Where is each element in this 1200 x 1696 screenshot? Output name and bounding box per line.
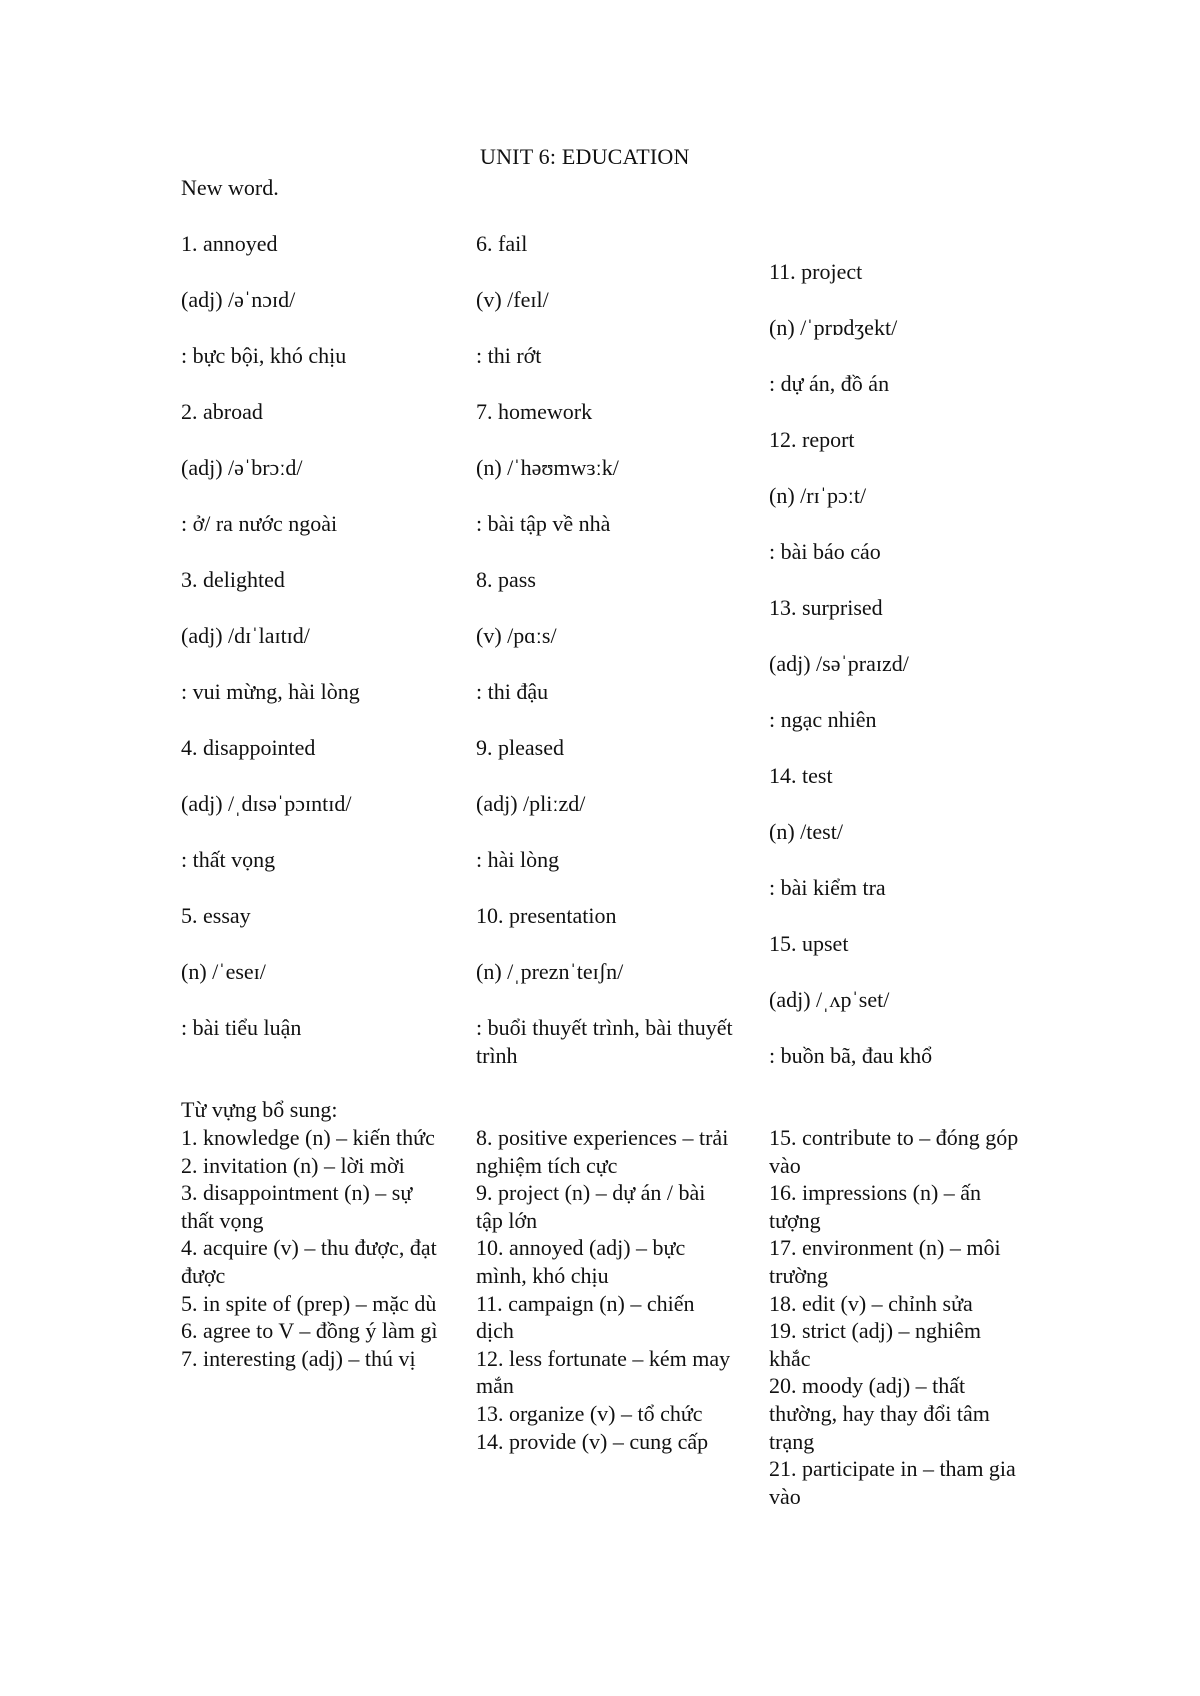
vocab-word: 11. project (769, 259, 863, 284)
vocab-word: 12. report (769, 427, 855, 452)
supplement-item: 1. knowledge (n) – kiến thức (181, 1125, 435, 1150)
supplement-item: 6. agree to V – đồng ý làm gì (181, 1318, 438, 1344)
vocab-entry (181, 398, 441, 566)
vocab-meaning: : buổi thuyết trình, bài thuyết trình (476, 1015, 733, 1068)
supplement-item: 5. in spite of (prep) – mặc dù (181, 1290, 437, 1316)
vocab-entry (476, 734, 736, 902)
vocab-meaning: : bài tiểu luận (181, 1015, 302, 1040)
supplement-item: 18. edit (v) – chỉnh sửa (769, 1290, 973, 1316)
supplement-column-1 (181, 1124, 439, 1372)
supplement-column-3 (769, 1124, 1027, 1510)
vocab-entry (476, 398, 736, 566)
vocab-pronunciation: (adj) /ˌdɪsəˈpɔɪntɪd/ (181, 791, 352, 816)
vocab-entry (769, 258, 1029, 426)
vocab-meaning: : bài tập về nhà (476, 511, 611, 536)
vocab-pronunciation: (adj) /pliːzd/ (476, 791, 586, 816)
supplement-column-2 (476, 1124, 734, 1455)
vocab-column-2 (476, 230, 736, 1070)
vocab-column-1 (181, 230, 441, 1070)
vocab-entry (769, 594, 1029, 762)
vocab-entry (476, 902, 736, 1070)
vocab-pronunciation: (n) /rɪˈpɔːt/ (769, 483, 867, 508)
vocab-meaning: : ngạc nhiên (769, 707, 877, 732)
supplement-item: 14. provide (v) – cung cấp (476, 1428, 709, 1454)
vocab-pronunciation: (n) /test/ (769, 819, 843, 844)
vocab-pronunciation: (n) /ˈeseɪ/ (181, 959, 266, 984)
vocab-meaning: : bài báo cáo (769, 539, 881, 564)
vocab-pronunciation: (adj) /əˈbrɔːd/ (181, 455, 303, 480)
supplement-heading: Từ vựng bổ sung: (181, 1097, 338, 1122)
section-subtitle: New word. (181, 175, 279, 200)
vocab-word: 7. homework (476, 399, 593, 424)
vocab-word: 3. delighted (181, 567, 285, 592)
vocab-pronunciation: (adj) /əˈnɔɪd/ (181, 287, 296, 312)
vocab-pronunciation: (n) /ˈprɒdʒekt/ (769, 315, 898, 340)
vocab-word: 4. disappointed (181, 735, 316, 760)
vocab-meaning: : hài lòng (476, 847, 560, 872)
vocab-entry (476, 230, 736, 398)
vocab-pronunciation: (adj) /dɪˈlaɪtɪd/ (181, 623, 310, 648)
vocab-word: 5. essay (181, 903, 251, 928)
vocab-word: 10. presentation (476, 903, 617, 928)
page-title: UNIT 6: EDUCATION (480, 144, 690, 169)
vocab-word: 13. surprised (769, 595, 883, 620)
vocab-word: 1. annoyed (181, 231, 278, 256)
vocab-entry (769, 762, 1029, 930)
vocab-word: 14. test (769, 763, 833, 788)
supplement-item: 7. interesting (adj) – thú vị (181, 1345, 416, 1371)
supplement-item: 20. moody (adj) – thất thường, hay thay đổi tâm trạng (769, 1373, 990, 1454)
vocab-entry (181, 566, 441, 734)
vocab-entry (769, 930, 1029, 1098)
vocab-column-3 (769, 258, 1029, 1098)
vocab-pronunciation: (v) /feɪl/ (476, 287, 549, 312)
vocab-meaning: : buồn bã, đau khổ (769, 1043, 933, 1068)
vocab-entry (181, 734, 441, 902)
vocab-word: 2. abroad (181, 399, 263, 424)
vocab-word: 8. pass (476, 567, 536, 592)
vocab-pronunciation: (adj) /səˈpraɪzd/ (769, 651, 909, 676)
vocab-meaning: : vui mừng, hài lòng (181, 679, 360, 704)
vocab-meaning: : dự án, đồ án (769, 371, 890, 396)
supplement-item: 4. acquire (v) – thu được, đạt được (181, 1235, 437, 1288)
supplement-item: 16. impressions (n) – ấn tượng (769, 1180, 982, 1233)
vocab-meaning: : thi đậu (476, 679, 549, 704)
vocab-pronunciation: (adj) /ˌʌpˈset/ (769, 987, 890, 1012)
supplement-item: 11. campaign (n) – chiến dịch (476, 1290, 695, 1344)
vocab-meaning: : bài kiểm tra (769, 875, 886, 900)
vocab-word: 6. fail (476, 231, 528, 256)
supplement-item: 12. less fortunate – kém may mắn (476, 1345, 731, 1399)
vocab-meaning: : ở/ ra nước ngoài (181, 511, 338, 536)
vocab-entry (181, 902, 441, 1070)
supplement-item: 21. participate in – tham gia vào (769, 1456, 1016, 1509)
supplement-item: 10. annoyed (adj) – bực mình, khó chịu (476, 1235, 686, 1288)
supplement-item: 17. environment (n) – môi trường (769, 1235, 1001, 1288)
vocab-word: 15. upset (769, 931, 849, 956)
vocab-entry (769, 426, 1029, 594)
vocab-meaning: : bực bội, khó chịu (181, 343, 347, 368)
supplement-item: 15. contribute to – đóng góp vào (769, 1125, 1019, 1178)
supplement-item: 19. strict (adj) – nghiêm khắc (769, 1318, 982, 1371)
vocab-entry (476, 566, 736, 734)
vocab-pronunciation: (n) /ˈhəʊmwɜːk/ (476, 455, 619, 480)
supplement-item: 13. organize (v) – tổ chức (476, 1400, 703, 1426)
vocab-word: 9. pleased (476, 735, 564, 760)
vocab-pronunciation: (v) /pɑːs/ (476, 623, 557, 648)
vocab-meaning: : thất vọng (181, 847, 276, 872)
supplement-item: 2. invitation (n) – lời mời (181, 1152, 405, 1178)
supplement-item: 8. positive experiences – trải nghiệm tích cực (476, 1125, 729, 1178)
vocab-meaning: : thi rớt (476, 343, 542, 368)
vocab-entry (181, 230, 441, 398)
supplement-item: 3. disappointment (n) – sự thất vọng (181, 1180, 413, 1233)
vocab-pronunciation: (n) /ˌpreznˈteɪʃn/ (476, 959, 624, 984)
supplement-item: 9. project (n) – dự án / bài tập lớn (476, 1180, 706, 1233)
